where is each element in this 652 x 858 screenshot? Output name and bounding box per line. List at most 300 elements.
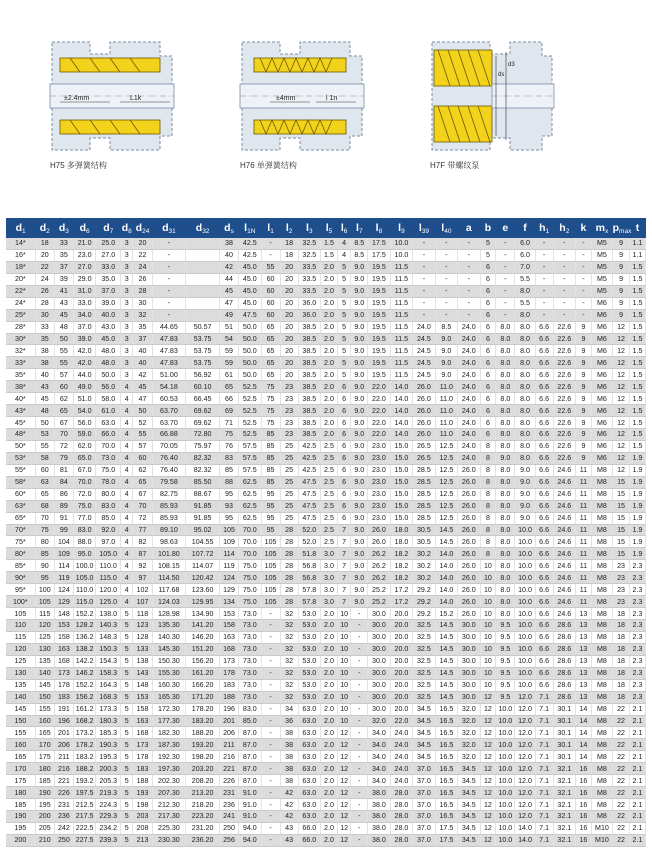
table-cell: 12 <box>337 799 350 811</box>
table-cell: 6 <box>480 369 496 381</box>
table-cell: 22.6 <box>553 393 575 405</box>
table-cell: 28.5 <box>413 500 435 512</box>
table-cell: - <box>261 620 280 632</box>
table-cell: 10.0 <box>496 751 515 763</box>
table-cell: 70.05 <box>152 440 186 452</box>
table-cell: M8 <box>591 512 612 524</box>
table-cell: 2.1 <box>629 727 645 739</box>
table-cell: 9.0 <box>435 345 457 357</box>
table-cell: 6 <box>337 440 350 452</box>
table-cell: - <box>351 811 368 823</box>
table-cell: 38.5 <box>298 321 320 333</box>
table-cell: 42.5 <box>298 452 320 464</box>
table-cell: 6.6 <box>535 429 553 441</box>
table-cell: M8 <box>591 811 612 823</box>
table-cell: 65 <box>54 405 73 417</box>
table-cell: 135.30 <box>152 620 186 632</box>
table-cell: 1.5 <box>629 345 645 357</box>
table-cell: 119 <box>219 560 238 572</box>
table-cell: - <box>458 273 480 285</box>
table-cell: 236.20 <box>186 834 220 846</box>
table-cell: 20 <box>280 321 298 333</box>
table-cell: 60.10 <box>186 381 220 393</box>
table-cell: 60.53 <box>152 393 186 405</box>
table-cell: 30.0 <box>368 703 390 715</box>
table-cell: 1.5 <box>629 309 645 321</box>
table-cell: 1.9 <box>629 488 645 500</box>
table-cell: 8 <box>480 452 496 464</box>
table-cell: 5 <box>121 799 133 811</box>
table-cell: 36 <box>280 715 298 727</box>
table-cell: 82.32 <box>186 452 220 464</box>
table-cell: 8 <box>480 464 496 476</box>
caption-h7f: H7F 带螺纹泵 <box>430 161 480 170</box>
column-header: $d_{31}$ <box>152 218 186 238</box>
table-cell: 4 <box>337 249 350 261</box>
table-cell: 16.5 <box>435 715 457 727</box>
table-cell: 55 <box>35 440 54 452</box>
table-cell: 35 <box>133 321 152 333</box>
table-cell: 13 <box>576 643 592 655</box>
table-cell: 44 <box>219 273 238 285</box>
table-cell: 2.0 <box>321 799 338 811</box>
table-cell: 4 <box>121 417 133 429</box>
table-cell: 197.5 <box>73 787 95 799</box>
table-cell: 2.0 <box>321 727 338 739</box>
table-cell: 72 <box>133 512 152 524</box>
table-cell: M6 <box>591 321 612 333</box>
table-cell: 8.0 <box>515 345 535 357</box>
table-cell: 6 <box>480 285 496 297</box>
table-cell: 4 <box>121 429 133 441</box>
table-cell: 188.2 <box>73 763 95 775</box>
table-cell: 55 <box>261 261 280 273</box>
table-cell: - <box>261 703 280 715</box>
table-cell: 226 <box>219 775 238 787</box>
table-cell: 211 <box>54 751 73 763</box>
table-cell: 24* <box>6 297 35 309</box>
table-cell: 18.0 <box>390 536 412 548</box>
table-cell: 95 <box>261 500 280 512</box>
table-cell: 230.30 <box>152 834 186 846</box>
table-cell: 37 <box>54 261 73 273</box>
table-cell: 24.0 <box>458 357 480 369</box>
table-cell: 14* <box>6 238 35 249</box>
table-cell: 66.0 <box>298 822 320 834</box>
table-cell: 24.0 <box>458 440 480 452</box>
table-cell: 10.0 <box>390 249 412 261</box>
table-cell: 75 <box>261 417 280 429</box>
table-cell: 6.6 <box>535 452 553 464</box>
table-cell: 9 <box>613 297 630 309</box>
table-cell: 183.2 <box>73 751 95 763</box>
table-cell: 11.0 <box>435 417 457 429</box>
table-cell: 125 <box>35 631 54 643</box>
table-cell: 135 <box>35 655 54 667</box>
table-cell: 63* <box>6 500 35 512</box>
table-cell: 73.0 <box>239 620 261 632</box>
table-cell: 8.0 <box>496 560 515 572</box>
table-cell: 32 <box>280 655 298 667</box>
table-cell: 156.20 <box>186 655 220 667</box>
table-cell: 24 <box>35 273 54 285</box>
table-cell: 33 <box>54 238 73 249</box>
table-cell: 8.0 <box>496 417 515 429</box>
table-cell: 40 <box>219 249 238 261</box>
table-cell: - <box>413 297 435 309</box>
table-cell: 216 <box>219 751 238 763</box>
table-cell: 5 <box>337 273 350 285</box>
table-cell: 57 <box>54 369 73 381</box>
table-cell: 33.0 <box>96 261 121 273</box>
table-cell: 2.1 <box>629 799 645 811</box>
table-cell: 4 <box>121 536 133 548</box>
table-cell: 6.6 <box>535 476 553 488</box>
table-cell: 143 <box>133 667 152 679</box>
table-cell: 11 <box>576 560 592 572</box>
table-cell: 14.0 <box>515 834 535 846</box>
table-cell: 9.5 <box>496 643 515 655</box>
table-cell: 12.0 <box>515 775 535 787</box>
table-cell: 62.5 <box>239 500 261 512</box>
table-cell: 18 <box>613 643 630 655</box>
table-cell: - <box>496 249 515 261</box>
table-cell: 11.5 <box>390 321 412 333</box>
table-cell: 30.1 <box>553 751 575 763</box>
table-cell: 201 <box>219 715 238 727</box>
table-cell: 5 <box>337 297 350 309</box>
table-cell: 53 <box>35 429 54 441</box>
table-cell: 55 <box>54 345 73 357</box>
table-cell: 9.0 <box>435 357 457 369</box>
table-cell: 10 <box>337 655 350 667</box>
table-cell: 34.0 <box>368 739 390 751</box>
table-cell: 140 <box>6 691 35 703</box>
table-cell: - <box>458 238 480 249</box>
table-cell: 11 <box>576 500 592 512</box>
table-cell: 12.0 <box>515 787 535 799</box>
table-cell: 7 <box>337 524 350 536</box>
table-cell: 14.0 <box>515 822 535 834</box>
table-cell: 26.0 <box>413 381 435 393</box>
table-cell: 6.6 <box>535 417 553 429</box>
table-cell: M5 <box>591 249 612 261</box>
table-cell: 53.0 <box>298 631 320 643</box>
table-cell: 2.0 <box>321 369 338 381</box>
table-cell: 38.0 <box>368 834 390 846</box>
table-cell: - <box>261 739 280 751</box>
table-cell: 24.0 <box>458 333 480 345</box>
table-cell: 20* <box>6 273 35 285</box>
table-cell: 53.0 <box>298 655 320 667</box>
table-cell: 12 <box>337 727 350 739</box>
table-cell: 27.0 <box>73 261 95 273</box>
table-cell: 75 <box>261 393 280 405</box>
table-cell: M5 <box>591 261 612 273</box>
table-cell: 69 <box>219 405 238 417</box>
table-cell: 6 <box>480 333 496 345</box>
table-cell: - <box>351 822 368 834</box>
table-cell: 23.0 <box>368 440 390 452</box>
table-cell: 43 <box>35 381 54 393</box>
table-cell: 241 <box>219 811 238 823</box>
table-cell: 38.5 <box>298 381 320 393</box>
table-cell: 12.0 <box>515 739 535 751</box>
table-cell: 193.20 <box>186 739 220 751</box>
table-cell: 9.0 <box>351 596 368 608</box>
table-cell: 99 <box>54 524 73 536</box>
table-cell: 102 <box>133 584 152 596</box>
table-cell: 3 <box>121 369 133 381</box>
table-cell: 156.2 <box>73 691 95 703</box>
table-cell: 6 <box>480 321 496 333</box>
table-cell: 19.5 <box>368 273 390 285</box>
table-cell: 12 <box>613 333 630 345</box>
column-header: $d_{32}$ <box>186 218 220 238</box>
table-cell: 8.0 <box>496 608 515 620</box>
table-cell: 63.0 <box>298 811 320 823</box>
table-cell: 178 <box>133 751 152 763</box>
table-cell: 22 <box>613 811 630 823</box>
table-cell: 16 <box>576 775 592 787</box>
table-cell: 37.0 <box>73 321 95 333</box>
table-cell: 5 <box>337 357 350 369</box>
table-cell: 23.0 <box>368 476 390 488</box>
table-cell: 16 <box>576 763 592 775</box>
table-cell: - <box>261 799 280 811</box>
table-cell: - <box>351 643 368 655</box>
table-cell: 24.5 <box>413 369 435 381</box>
table-cell: 16 <box>576 834 592 846</box>
table-cell: 2.0 <box>321 309 338 321</box>
table-cell: 140.3 <box>96 620 121 632</box>
table-cell: - <box>458 261 480 273</box>
table-cell: 11 <box>576 572 592 584</box>
table-cell: 30.0 <box>368 643 390 655</box>
table-cell: 84 <box>54 476 73 488</box>
table-cell: 25 <box>280 452 298 464</box>
diagram-h76-label-b: l 1n <box>326 95 338 102</box>
table-cell: 2.0 <box>321 643 338 655</box>
table-cell: 35.0 <box>96 273 121 285</box>
table-cell: 185 <box>6 799 35 811</box>
table-row <box>6 417 646 429</box>
table-cell: 138.0 <box>96 608 121 620</box>
table-cell: 8.0 <box>515 440 535 452</box>
table-cell: 5 <box>121 620 133 632</box>
table-cell: - <box>152 238 186 249</box>
table-cell: 10.0 <box>515 584 535 596</box>
table-cell: 14.0 <box>390 381 412 393</box>
table-cell: 2.0 <box>321 787 338 799</box>
table-cell: M6 <box>591 452 612 464</box>
table-cell: 2.3 <box>629 560 645 572</box>
table-cell: 24.0 <box>458 381 480 393</box>
table-cell: 65 <box>261 345 280 357</box>
table-cell: 109 <box>54 548 73 560</box>
table-cell: 53.0 <box>298 691 320 703</box>
table-cell: 5 <box>121 763 133 775</box>
table-cell: 22.6 <box>553 345 575 357</box>
table-cell: 16 <box>576 822 592 834</box>
table-cell: 89 <box>54 500 73 512</box>
table-cell: 5 <box>121 834 133 846</box>
table-row <box>6 811 646 823</box>
table-cell: 38 <box>35 357 54 369</box>
table-cell: 17.5 <box>435 834 457 846</box>
table-cell: 53.75 <box>186 333 220 345</box>
table-cell: 53.0 <box>298 667 320 679</box>
table-cell: 9.0 <box>515 500 535 512</box>
table-cell: 105 <box>6 608 35 620</box>
table-cell: 63.0 <box>96 417 121 429</box>
table-cell: 32.1 <box>553 799 575 811</box>
table-cell: 5 <box>121 608 133 620</box>
table-cell: 6.0 <box>515 238 535 249</box>
table-cell: M8 <box>591 727 612 739</box>
table-cell: 10 <box>480 608 496 620</box>
table-cell: 9.0 <box>496 452 515 464</box>
table-cell: 6 <box>480 261 496 273</box>
table-cell: 14 <box>576 703 592 715</box>
table-cell: - <box>261 238 280 249</box>
table-cell: 12.0 <box>515 691 535 703</box>
table-cell: 90* <box>6 572 35 584</box>
table-cell: - <box>496 238 515 249</box>
table-cell: 9 <box>576 321 592 333</box>
table-cell: 8.0 <box>496 464 515 476</box>
table-row <box>6 440 646 452</box>
table-cell: 1.5 <box>629 261 645 273</box>
table-cell: 11 <box>576 488 592 500</box>
table-cell: 10 <box>480 667 496 679</box>
table-cell: 18 <box>613 655 630 667</box>
table-cell: 8.0 <box>496 572 515 584</box>
table-cell: 63.0 <box>298 727 320 739</box>
table-cell: 6 <box>337 476 350 488</box>
table-cell: 6 <box>480 381 496 393</box>
table-cell: - <box>261 249 280 261</box>
table-cell: 23.0 <box>368 488 390 500</box>
table-cell: 28.6 <box>553 620 575 632</box>
table-cell: 23.0 <box>368 452 390 464</box>
table-cell: 45* <box>6 417 35 429</box>
table-cell: 30.2 <box>413 548 435 560</box>
table-cell: 63.0 <box>298 799 320 811</box>
table-cell: 206 <box>54 739 73 751</box>
table-row <box>6 345 646 357</box>
table-cell: 6.6 <box>535 560 553 572</box>
table-cell: 92 <box>133 560 152 572</box>
table-cell: 4 <box>121 524 133 536</box>
table-cell: 9.0 <box>515 488 535 500</box>
table-cell: 26.0 <box>458 488 480 500</box>
table-cell: 231 <box>219 787 238 799</box>
table-cell: 10.0 <box>515 643 535 655</box>
table-cell: 175 <box>6 775 35 787</box>
table-cell: 12 <box>480 715 496 727</box>
table-cell: 24.6 <box>553 560 575 572</box>
table-cell: 10.0 <box>515 608 535 620</box>
table-cell: 10 <box>337 715 350 727</box>
table-cell: 100* <box>6 596 35 608</box>
table-cell: 70.0 <box>239 536 261 548</box>
table-cell: 8 <box>480 488 496 500</box>
table-cell: 28.0 <box>390 811 412 823</box>
table-cell: 9.0 <box>351 405 368 417</box>
table-cell: 190.3 <box>96 739 121 751</box>
table-cell: 3 <box>121 309 133 321</box>
table-cell: 18.2 <box>390 560 412 572</box>
table-cell: 73.0 <box>239 679 261 691</box>
table-cell: 12 <box>613 321 630 333</box>
table-cell: 6.6 <box>535 321 553 333</box>
table-cell: M8 <box>591 572 612 584</box>
table-cell: 12.0 <box>515 811 535 823</box>
table-cell: 2.3 <box>629 584 645 596</box>
table-cell: 9.0 <box>351 393 368 405</box>
table-cell: 62.0 <box>73 440 95 452</box>
table-cell: 2.0 <box>321 763 338 775</box>
table-cell: 54 <box>219 333 238 345</box>
table-cell: 45.0 <box>239 285 261 297</box>
table-cell: 193.2 <box>73 775 95 787</box>
table-cell: 151.20 <box>186 643 220 655</box>
table-cell: 85 <box>261 464 280 476</box>
table-cell: 9 <box>576 417 592 429</box>
table-cell: 18* <box>6 261 35 273</box>
table-cell: 129.95 <box>186 596 220 608</box>
table-cell: 10.0 <box>496 834 515 846</box>
table-cell: 20 <box>280 345 298 357</box>
table-cell: 30.0 <box>458 631 480 643</box>
table-cell: 75.0 <box>239 584 261 596</box>
table-cell: 30.0 <box>368 679 390 691</box>
table-cell: 7.1 <box>535 775 553 787</box>
table-cell: 26.0 <box>458 596 480 608</box>
table-cell: 7.1 <box>535 763 553 775</box>
table-cell: 23 <box>613 584 630 596</box>
table-cell: 16.5 <box>435 811 457 823</box>
table-cell: - <box>261 775 280 787</box>
table-row <box>6 548 646 560</box>
table-cell: 9.0 <box>515 476 535 488</box>
table-cell: 60 <box>261 285 280 297</box>
table-cell: 225.30 <box>152 822 186 834</box>
table-cell: 67 <box>54 417 73 429</box>
table-cell: 200 <box>6 834 35 846</box>
table-cell: 21.0 <box>73 238 95 249</box>
table-cell: 28.6 <box>553 667 575 679</box>
table-cell: - <box>261 715 280 727</box>
column-header: $d_3$ <box>54 218 73 238</box>
table-cell: 22.6 <box>553 429 575 441</box>
table-cell: 6.6 <box>535 464 553 476</box>
table-cell: 24.6 <box>553 548 575 560</box>
table-cell: M8 <box>591 464 612 476</box>
table-cell: 5 <box>337 369 350 381</box>
table-cell: 34.5 <box>458 834 480 846</box>
table-cell: 10.0 <box>496 703 515 715</box>
table-cell: 3 <box>121 249 133 261</box>
table-cell: 12.0 <box>515 703 535 715</box>
table-cell: - <box>152 261 186 273</box>
table-cell: 160 <box>35 715 54 727</box>
column-header: $d_6$ <box>73 218 95 238</box>
table-cell: 7.1 <box>535 799 553 811</box>
table-cell: 24.0 <box>458 429 480 441</box>
table-cell: M8 <box>591 643 612 655</box>
